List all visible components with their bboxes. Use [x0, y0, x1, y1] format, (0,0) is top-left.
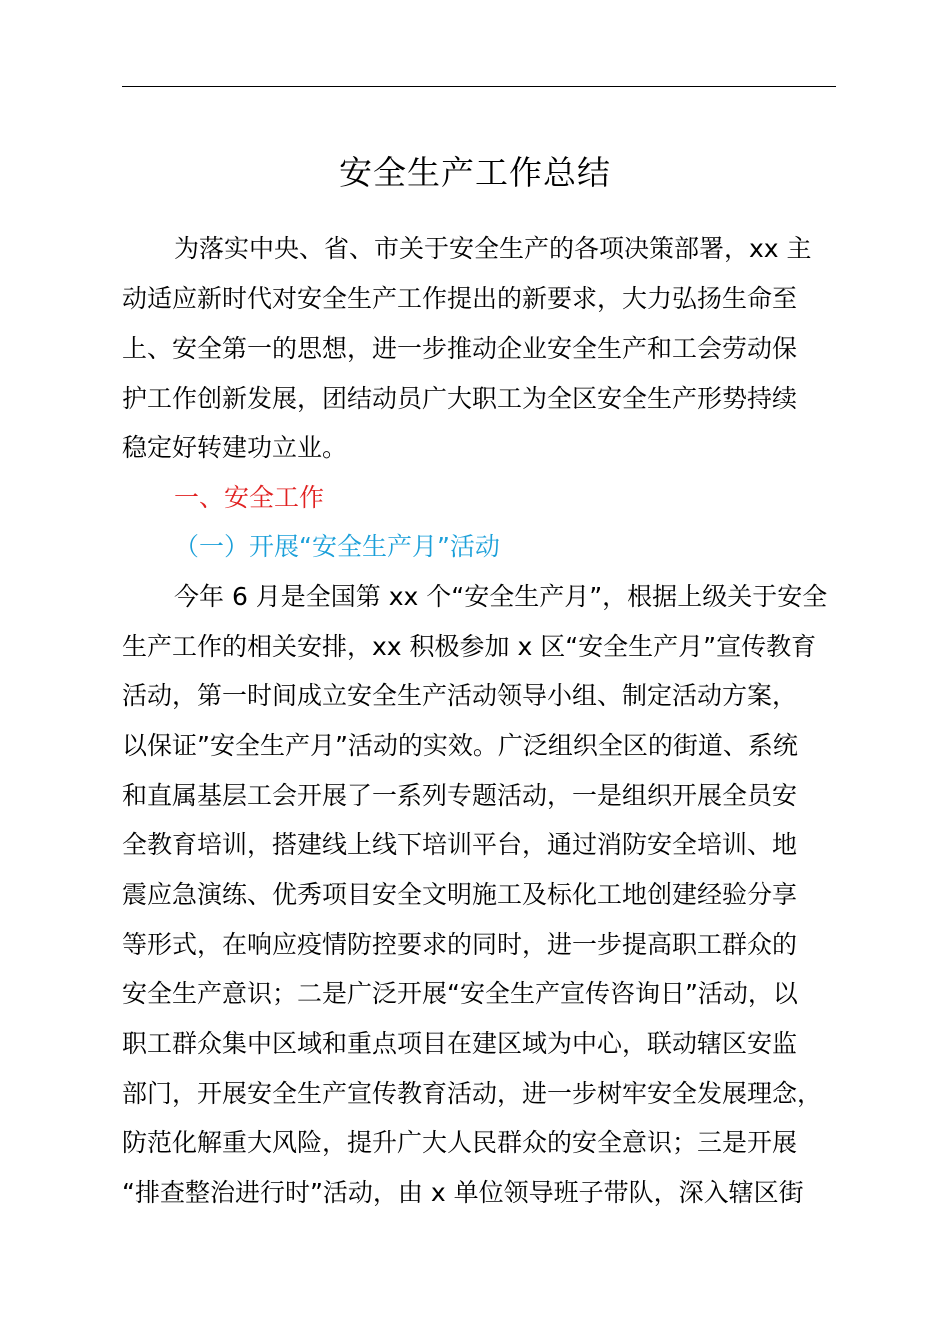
document-title: 安全生产工作总结 — [339, 153, 611, 192]
paragraph-line: 全教育培训，搭建线上线下培训平台，通过消防安全培训、地 — [122, 830, 798, 859]
paragraph-line: 动适应新时代对安全生产工作提出的新要求，大力弘扬生命至 — [122, 284, 798, 313]
paragraph-line: 职工群众集中区域和重点项目在建区域为中心，联动辖区安监 — [122, 1029, 798, 1058]
paragraph-line: 和直属基层工会开展了一系列专题活动，一是组织开展全员安 — [122, 781, 798, 810]
paragraph-line: 部门，开展安全生产宣传教育活动，进一步树牢安全发展理念， — [122, 1079, 823, 1108]
header-rule — [122, 86, 836, 87]
paragraph-line: 生产工作的相关安排，xx 积极参加 x 区“安全生产月”宣传教育 — [122, 632, 817, 661]
paragraph-line: 以保证”安全生产月”活动的实效。广泛组织全区的街道、系统 — [122, 731, 798, 760]
paragraph-line: “排查整治进行时”活动，由 x 单位领导班子带队，深入辖区街 — [122, 1178, 804, 1207]
paragraph-line: 安全生产意识；二是广泛开展“安全生产宣传咨询日”活动，以 — [122, 979, 798, 1008]
paragraph-line: 护工作创新发展，团结动员广大职工为全区安全生产形势持续 — [122, 384, 798, 413]
paragraph-line: 等形式，在响应疫情防控要求的同时，进一步提高职工群众的 — [122, 930, 798, 959]
paragraph-line: 稳定好转建功立业。 — [122, 433, 348, 462]
section-heading: 一、安全工作 — [174, 483, 325, 512]
subsection-heading: （一）开展“安全生产月”活动 — [174, 532, 500, 561]
paragraph-line: 防范化解重大风险，提升广大人民群众的安全意识；三是开展 — [122, 1128, 798, 1157]
paragraph-line: 为落实中央、省、市关于安全生产的各项决策部署，xx 主 — [174, 234, 812, 263]
paragraph-line: 今年 6 月是全国第 xx 个“安全生产月”，根据上级关于安全 — [174, 582, 828, 611]
paragraph-line: 活动，第一时间成立安全生产活动领导小组、制定活动方案， — [122, 681, 798, 710]
paragraph-line: 上、安全第一的思想，进一步推动企业安全生产和工会劳动保 — [122, 334, 798, 363]
paragraph-line: 震应急演练、优秀项目安全文明施工及标化工地创建经验分享 — [122, 880, 798, 909]
